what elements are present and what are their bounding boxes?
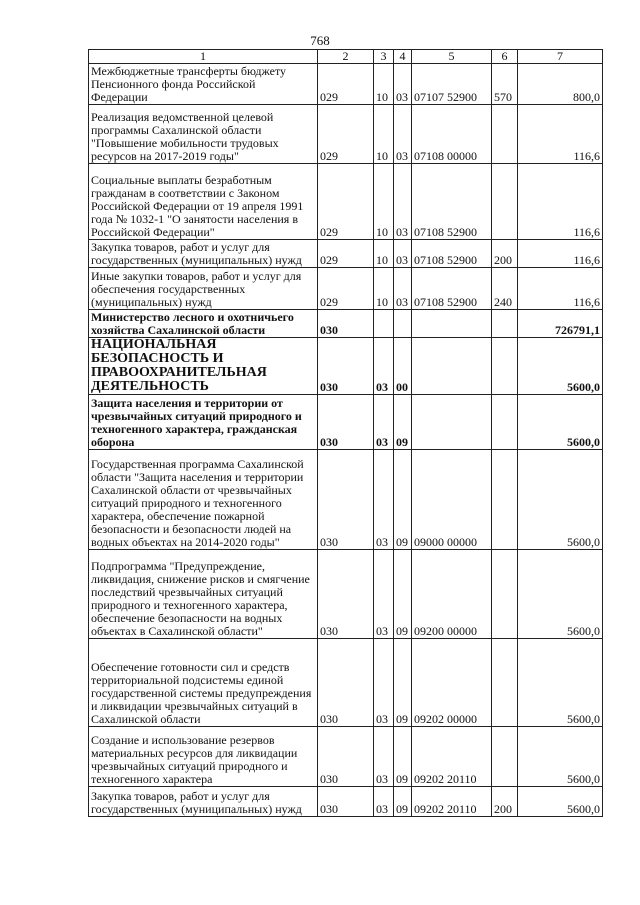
row-expense-type bbox=[492, 727, 518, 787]
row-article: 09200 00000 bbox=[412, 550, 492, 639]
row-name: Социальные выплаты безработным гражданам в соответствии с Законом Российской Федерации от 19 апреля 1991 года № 1032-1 "О занятости населения в Российской Федерации" bbox=[89, 164, 318, 240]
row-amount: 726791,1 bbox=[518, 310, 603, 338]
table-row bbox=[89, 727, 603, 787]
row-amount: 5600,0 bbox=[518, 338, 603, 395]
row-code: 030 bbox=[318, 787, 374, 817]
row-section: 10 bbox=[374, 164, 394, 240]
table-row bbox=[89, 105, 603, 164]
row-section: 10 bbox=[374, 105, 394, 164]
header-col-7: 7 bbox=[518, 50, 603, 64]
row-code: 029 bbox=[318, 105, 374, 164]
row-code: 030 bbox=[318, 450, 374, 550]
row-code: 030 bbox=[318, 550, 374, 639]
row-article: 07107 52900 bbox=[412, 64, 492, 105]
row-amount: 5600,0 bbox=[518, 787, 603, 817]
header-row bbox=[89, 50, 603, 64]
row-subsection: 09 bbox=[394, 450, 412, 550]
row-expense-type: 240 bbox=[492, 268, 518, 310]
row-code: 030 bbox=[318, 727, 374, 787]
row-code: 030 bbox=[318, 338, 374, 395]
row-amount: 116,6 bbox=[518, 105, 603, 164]
row-article: 09202 00000 bbox=[412, 639, 492, 727]
row-subsection: 03 bbox=[394, 268, 412, 310]
table-row bbox=[89, 268, 603, 310]
row-amount: 116,6 bbox=[518, 164, 603, 240]
row-expense-type: 570 bbox=[492, 64, 518, 105]
row-name: Закупка товаров, работ и услуг для государственных (муниципальных) нужд bbox=[89, 787, 318, 817]
header-col-6: 6 bbox=[492, 50, 518, 64]
row-article bbox=[412, 395, 492, 450]
row-article: 07108 52900 bbox=[412, 240, 492, 268]
row-section: 03 bbox=[374, 727, 394, 787]
row-code: 029 bbox=[318, 64, 374, 105]
row-expense-type bbox=[492, 450, 518, 550]
table-row bbox=[89, 240, 603, 268]
row-subsection: 09 bbox=[394, 727, 412, 787]
header-col-5: 5 bbox=[412, 50, 492, 64]
row-section: 03 bbox=[374, 338, 394, 395]
row-section: 03 bbox=[374, 395, 394, 450]
table-row bbox=[89, 450, 603, 550]
row-name: Реализация ведомственной целевой программы Сахалинской области "Повышение мобильности трудовых ресурсов на 2017-2019 годы" bbox=[89, 105, 318, 164]
row-amount: 5600,0 bbox=[518, 450, 603, 550]
row-code: 029 bbox=[318, 164, 374, 240]
row-amount: 116,6 bbox=[518, 268, 603, 310]
row-expense-type bbox=[492, 550, 518, 639]
budget-table bbox=[88, 49, 603, 817]
row-name: Иные закупки товаров, работ и услуг для обеспечения государственных (муниципальных) нужд bbox=[89, 268, 318, 310]
row-expense-type bbox=[492, 310, 518, 338]
row-expense-type bbox=[492, 164, 518, 240]
row-name: Государственная программа Сахалинской области "Защита населения и территории Сахалинской области от чрезвычайных ситуаций природного и техногенного характера, обеспечение пожарной безопасности и безопасности людей на водных объектах на 2014-2020 годы" bbox=[89, 450, 318, 550]
row-code: 029 bbox=[318, 240, 374, 268]
row-name: Создание и использование резервов материальных ресурсов для ликвидации чрезвычайных ситуаций природного и техногенного характера bbox=[89, 727, 318, 787]
row-section: 03 bbox=[374, 787, 394, 817]
row-amount: 5600,0 bbox=[518, 395, 603, 450]
row-expense-type bbox=[492, 639, 518, 727]
row-section: 03 bbox=[374, 550, 394, 639]
row-article: 07108 52900 bbox=[412, 268, 492, 310]
row-amount: 5600,0 bbox=[518, 639, 603, 727]
table-row bbox=[89, 395, 603, 450]
row-amount: 5600,0 bbox=[518, 727, 603, 787]
row-subsection: 09 bbox=[394, 639, 412, 727]
row-subsection bbox=[394, 310, 412, 338]
row-code: 030 bbox=[318, 310, 374, 338]
row-subsection: 03 bbox=[394, 64, 412, 105]
row-subsection: 00 bbox=[394, 338, 412, 395]
row-article: 09000 00000 bbox=[412, 450, 492, 550]
row-name: Закупка товаров, работ и услуг для государственных (муниципальных) нужд bbox=[89, 240, 318, 268]
page-number: 768 bbox=[310, 33, 330, 48]
row-code: 029 bbox=[318, 268, 374, 310]
row-expense-type: 200 bbox=[492, 240, 518, 268]
row-article: 09202 20110 bbox=[412, 787, 492, 817]
table-row bbox=[89, 550, 603, 639]
table-row bbox=[89, 310, 603, 338]
row-name: Межбюджетные трансферты бюджету Пенсионного фонда Российской Федерации bbox=[89, 64, 318, 105]
row-subsection: 03 bbox=[394, 105, 412, 164]
row-article: 09202 20110 bbox=[412, 727, 492, 787]
row-amount: 800,0 bbox=[518, 64, 603, 105]
row-article bbox=[412, 338, 492, 395]
header-col-4: 4 bbox=[394, 50, 412, 64]
row-code: 030 bbox=[318, 639, 374, 727]
row-subsection: 09 bbox=[394, 787, 412, 817]
row-code: 030 bbox=[318, 395, 374, 450]
row-name: Защита населения и территории от чрезвычайных ситуаций природного и техногенного характера, гражданская оборона bbox=[89, 395, 318, 450]
row-section: 03 bbox=[374, 450, 394, 550]
table-row bbox=[89, 787, 603, 817]
row-subsection: 09 bbox=[394, 395, 412, 450]
row-amount: 5600,0 bbox=[518, 550, 603, 639]
row-article: 07108 00000 bbox=[412, 105, 492, 164]
row-section: 10 bbox=[374, 268, 394, 310]
row-article bbox=[412, 310, 492, 338]
table-row bbox=[89, 639, 603, 727]
row-amount: 116,6 bbox=[518, 240, 603, 268]
row-name: Обеспечение готовности сил и средств территориальной подсистемы единой государственной системы предупреждения и ликвидации чрезвычайных ситуаций в Сахалинской области bbox=[89, 639, 318, 727]
row-expense-type bbox=[492, 105, 518, 164]
row-expense-type bbox=[492, 338, 518, 395]
row-subsection: 09 bbox=[394, 550, 412, 639]
row-section: 10 bbox=[374, 64, 394, 105]
row-expense-type bbox=[492, 395, 518, 450]
row-name: Подпрограмма "Предупреждение, ликвидация, снижение рисков и смягчение последствий чрезвычайных ситуаций природного и техногенного характера, обеспечение безопасности на водных объектах в Сахалинской области" bbox=[89, 550, 318, 639]
row-name: Министерство лесного и охотничьего хозяйства Сахалинской области bbox=[89, 310, 318, 338]
row-article: 07108 52900 bbox=[412, 164, 492, 240]
row-expense-type: 200 bbox=[492, 787, 518, 817]
table-row bbox=[89, 64, 603, 105]
header-col-2: 2 bbox=[318, 50, 374, 64]
row-subsection: 03 bbox=[394, 164, 412, 240]
row-subsection: 03 bbox=[394, 240, 412, 268]
table-row bbox=[89, 338, 603, 395]
row-section: 03 bbox=[374, 639, 394, 727]
row-section: 10 bbox=[374, 240, 394, 268]
row-name: НАЦИОНАЛЬНАЯ БЕЗОПАСНОСТЬ И ПРАВООХРАНИТЕЛЬНАЯ ДЕЯТЕЛЬНОСТЬ bbox=[89, 338, 318, 395]
header-col-1: 1 bbox=[89, 50, 318, 64]
table-row bbox=[89, 164, 603, 240]
row-section bbox=[374, 310, 394, 338]
header-col-3: 3 bbox=[374, 50, 394, 64]
